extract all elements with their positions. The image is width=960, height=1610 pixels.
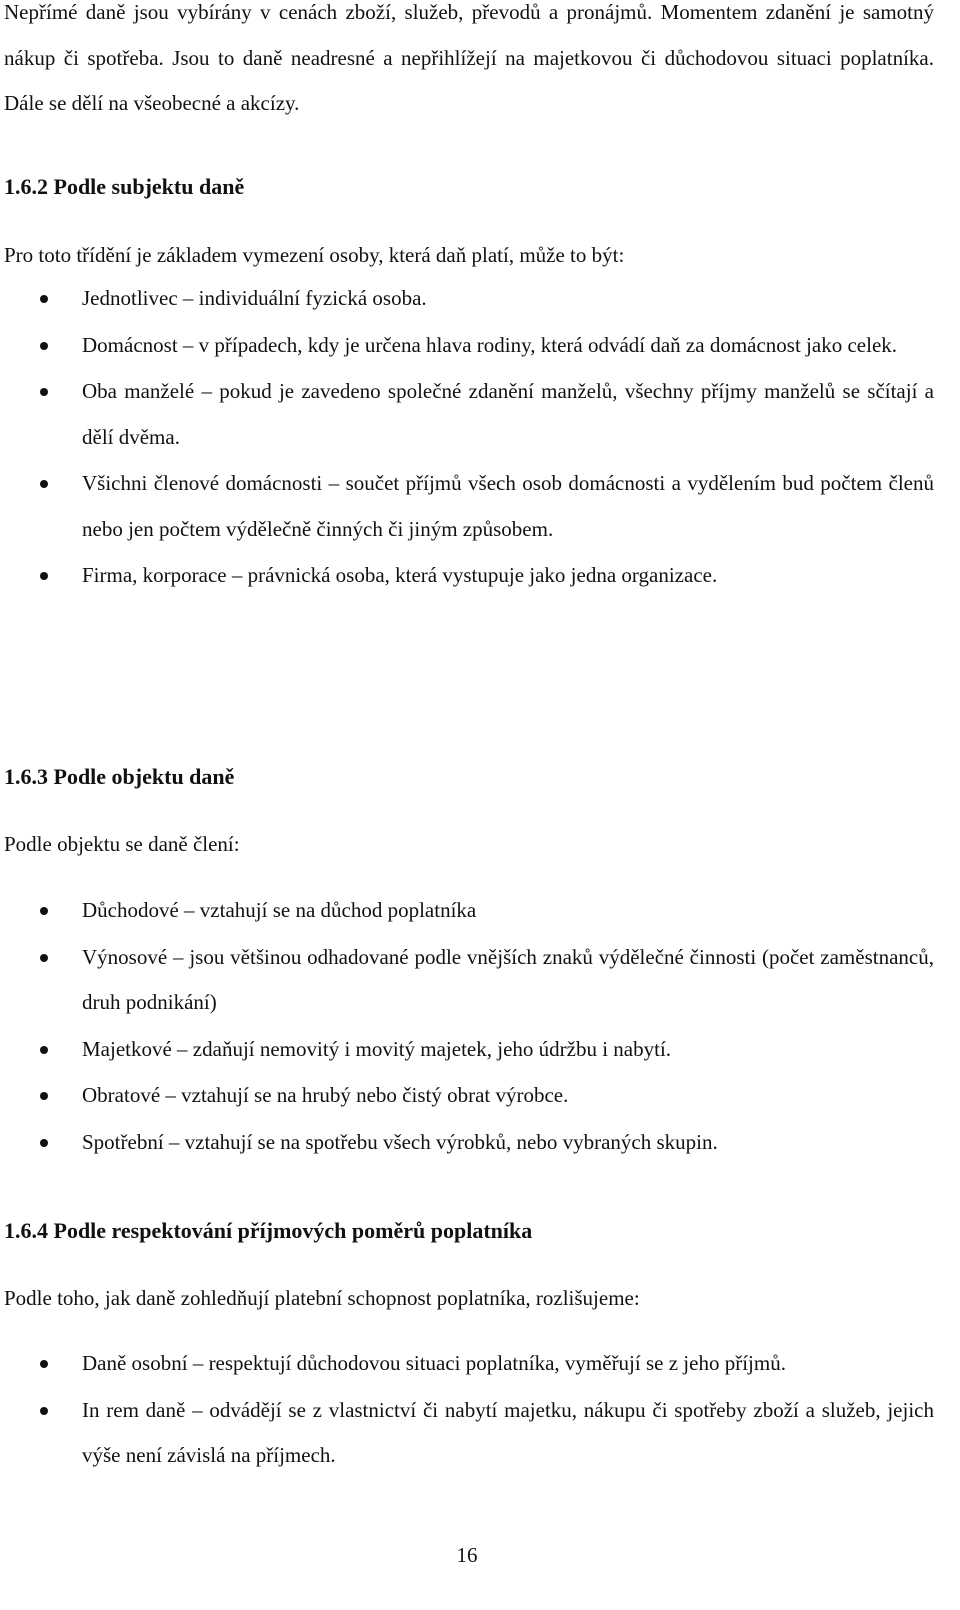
bullet-icon [40, 1360, 48, 1368]
bullet-icon [40, 295, 48, 303]
section-1-6-3-list [0, 888, 934, 1166]
bullet-icon [40, 1092, 48, 1100]
list-item: Oba manželé – pokud je zavedeno společné zdanění manželů, všechny příjmy manželů se sčítají a dělí dvěma. [0, 369, 934, 460]
list-item: Výnosové – jsou většinou odhadované podle vnějších znaků výdělečné činnosti (počet zaměstnanců, druh podnikání) [0, 935, 934, 1026]
section-1-6-3-intro: Podle objektu se daně člení: [4, 832, 240, 856]
list-item: Daně osobní – respektují důchodovou situaci poplatníka, vyměřují se z jeho příjmů. [0, 1341, 934, 1387]
list-item: Důchodové – vztahují se na důchod poplatníka [0, 888, 934, 934]
bullet-icon [40, 954, 48, 962]
bullet-icon [40, 1407, 48, 1415]
section-1-6-4-intro: Podle toho, jak daně zohledňují platební schopnost poplatníka, rozlišujeme: [4, 1286, 640, 1310]
list-item: Domácnost – v případech, kdy je určena hlava rodiny, která odvádí daň za domácnost jako celek. [0, 323, 934, 369]
section-heading-1-6-2: 1.6.2 Podle subjektu daně [4, 174, 245, 199]
intro-paragraph: Nepřímé daně jsou vybírány v cenách zboží, služeb, převodů a pronájmů. Momentem zdanění je samotný nákup či spotřeba. Jsou to daně neadresné a nepřihlížejí na majetkovou či důchodovou situaci poplatníka. Dále se dělí na všeobecné a akcízy. [4, 0, 934, 115]
bullet-icon [40, 342, 48, 350]
section-heading-1-6-3: 1.6.3 Podle objektu daně [4, 764, 235, 789]
bullet-icon [40, 1046, 48, 1054]
bullet-icon [40, 1139, 48, 1147]
bullet-icon [40, 572, 48, 580]
bullet-icon [40, 907, 48, 915]
section-1-6-2-intro: Pro toto třídění je základem vymezení osoby, která daň platí, může to být: [4, 243, 625, 267]
section-1-6-2-list [0, 276, 934, 600]
list-item: Majetkové – zdaňují nemovitý i movitý majetek, jeho údržbu i nabytí. [0, 1027, 934, 1073]
section-1-6-4-list [0, 1341, 934, 1480]
list-item: In rem daně – odvádějí se z vlastnictví či nabytí majetku, nákupu či spotřeby zboží a služeb, jejich výše není závislá na příjmech. [0, 1388, 934, 1479]
list-item: Jednotlivec – individuální fyzická osoba. [0, 276, 934, 322]
bullet-icon [40, 480, 48, 488]
list-item: Všichni členové domácnosti – součet příjmů všech osob domácnosti a vydělením bud počtem členů nebo jen počtem výdělečně činných či jiným způsobem. [0, 461, 934, 552]
list-item: Obratové – vztahují se na hrubý nebo čistý obrat výrobce. [0, 1073, 934, 1119]
list-item: Firma, korporace – právnická osoba, která vystupuje jako jedna organizace. [0, 553, 934, 599]
bullet-icon [40, 388, 48, 396]
list-item: Spotřební – vztahují se na spotřebu všech výrobků, nebo vybraných skupin. [0, 1120, 934, 1166]
section-heading-1-6-4: 1.6.4 Podle respektování příjmových poměrů poplatníka [4, 1218, 533, 1243]
page-number: 16 [456, 1543, 478, 1567]
